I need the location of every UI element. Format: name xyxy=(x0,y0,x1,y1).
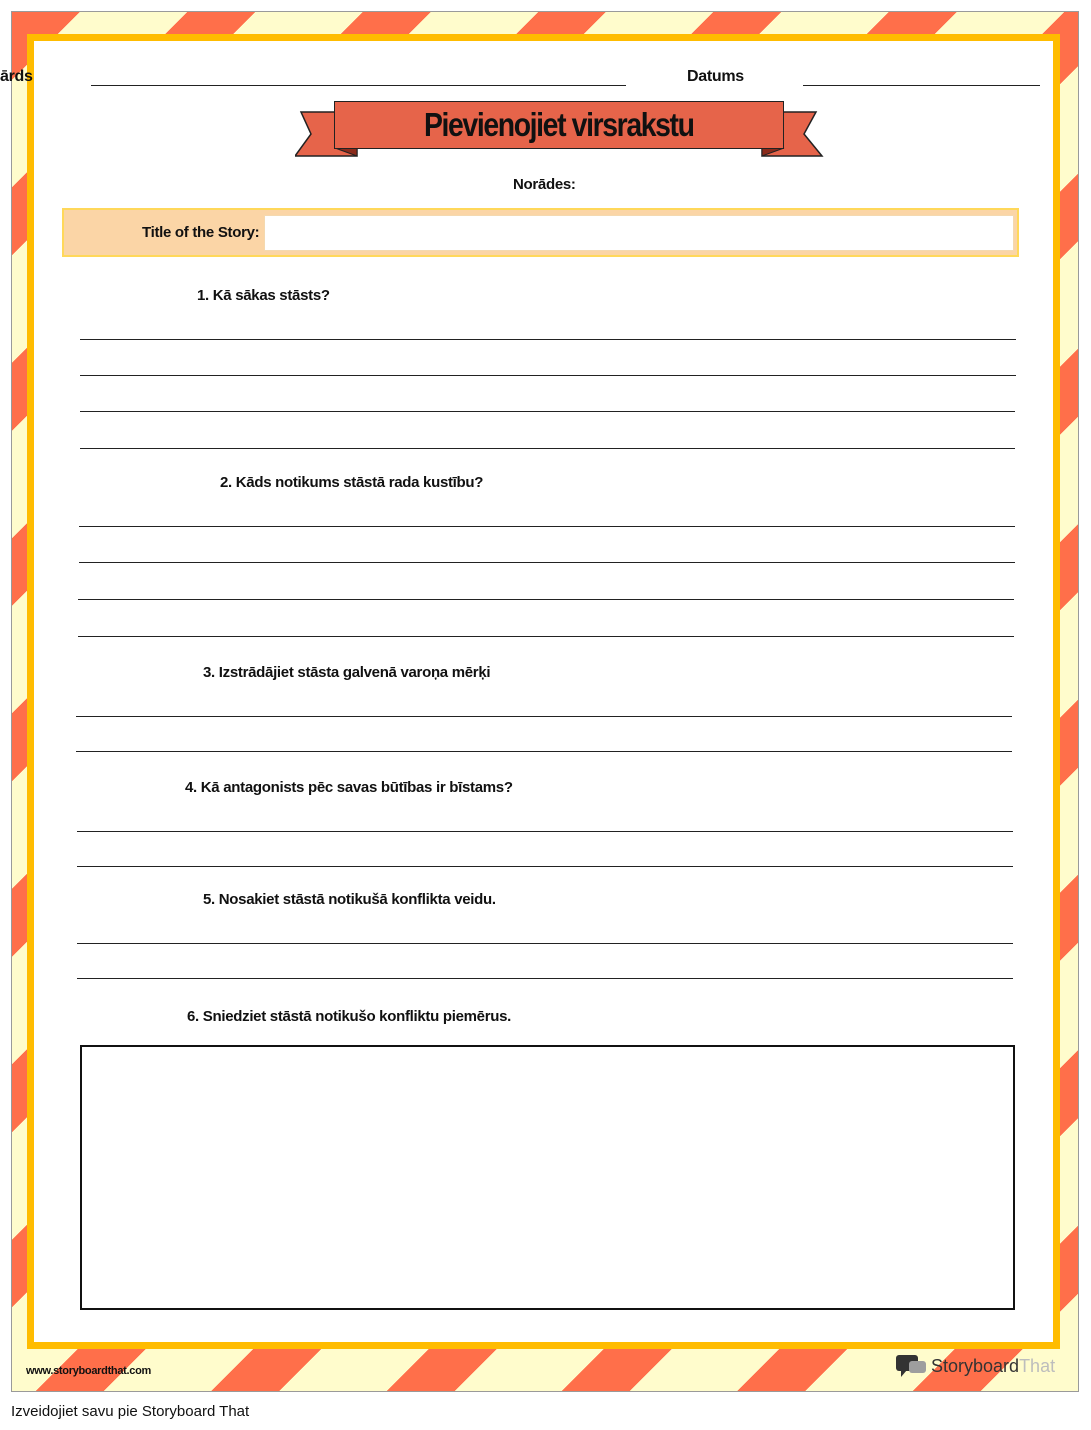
answer-line[interactable] xyxy=(80,411,1015,412)
title-banner[interactable] xyxy=(334,101,784,149)
instructions-label: Norādes: xyxy=(513,176,576,193)
storyboardthat-logo[interactable] xyxy=(895,1354,1055,1378)
answer-line[interactable] xyxy=(76,716,1012,717)
logo-text-storyboard: Storyboard xyxy=(931,1355,1020,1376)
answer-line[interactable] xyxy=(79,526,1015,527)
answer-line[interactable] xyxy=(80,448,1015,449)
question-2: 2. Kāds notikums stāstā rada kustību? xyxy=(220,474,484,491)
worksheet-title: Pievienojiet virsrakstu xyxy=(424,106,694,143)
name-line[interactable] xyxy=(91,85,626,86)
question-3: 3. Izstrādājiet stāsta galvenā varoņa mērķi xyxy=(203,664,491,681)
answer-line[interactable] xyxy=(76,751,1012,752)
answer-line[interactable] xyxy=(79,562,1015,563)
question-6: 6. Sniedziet stāstā notikušo konfliktu piemērus. xyxy=(187,1008,512,1025)
question-4: 4. Kā antagonists pēc savas būtības ir bīstams? xyxy=(185,779,513,796)
storyboard-speech-bubble-icon xyxy=(895,1354,927,1378)
story-title-label: Title of the Story: xyxy=(142,224,260,241)
question-5: 5. Nosakiet stāstā notikušā konflikta veidu. xyxy=(203,891,496,908)
answer-line[interactable] xyxy=(77,978,1013,979)
name-label: ārds xyxy=(0,68,33,85)
page-caption[interactable]: Izveidojiet savu pie Storyboard That xyxy=(11,1403,250,1420)
logo-text-that: That xyxy=(1019,1355,1056,1376)
answer-line[interactable] xyxy=(77,866,1013,867)
answer-line[interactable] xyxy=(78,636,1014,637)
answer-line[interactable] xyxy=(78,599,1014,600)
question-1: 1. Kā sākas stāsts? xyxy=(197,287,330,304)
footer-url[interactable]: www.storyboardthat.com xyxy=(26,1365,152,1377)
answer-line[interactable] xyxy=(77,831,1013,832)
answer-line[interactable] xyxy=(80,375,1016,376)
date-line[interactable] xyxy=(803,85,1040,86)
answer-line[interactable] xyxy=(77,943,1013,944)
answer-line[interactable] xyxy=(80,339,1016,340)
story-title-field[interactable] xyxy=(264,215,1014,251)
answer-box[interactable] xyxy=(80,1045,1015,1310)
date-label: Datums xyxy=(687,68,744,85)
